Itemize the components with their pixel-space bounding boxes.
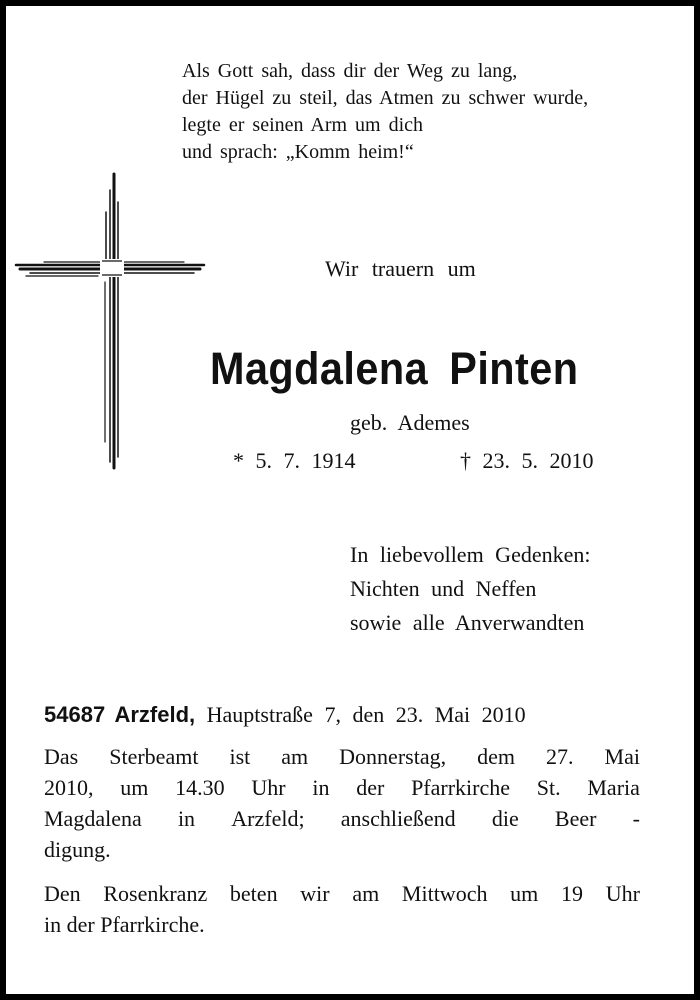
address-city: 54687 Arzfeld,: [44, 702, 196, 727]
funeral-word: dem: [477, 744, 515, 769]
funeral-word: der: [356, 775, 385, 800]
funeral-word: in: [177, 806, 196, 831]
funeral-word: Maria: [587, 775, 640, 800]
rosary-word: Rosenkranz: [103, 881, 208, 906]
cross-icon: [14, 172, 214, 477]
birth-date: * 5. 7. 1914: [233, 448, 356, 473]
poem-line: Als Gott sah, dass dir der Weg zu lang,: [182, 60, 518, 82]
rosary-word: am: [352, 881, 380, 906]
rosary-word: 19: [561, 881, 583, 906]
address-line: [44, 702, 526, 728]
memorial-line: sowie alle Anverwandten: [350, 610, 585, 635]
deceased-name: Magdalena Pinten: [210, 343, 579, 394]
rosary-word: Den: [44, 881, 81, 906]
funeral-word: in: [312, 775, 330, 800]
rosary-word: in der Pfarrkirche.: [44, 912, 205, 937]
funeral-word: Beer: [554, 806, 597, 831]
funeral-word: digung.: [44, 837, 111, 862]
funeral-word: -: [632, 806, 640, 831]
memorial-block: [350, 538, 590, 640]
funeral-word: Magdalena: [44, 806, 142, 831]
poem-line: der Hügel zu steil, das Atmen zu schwer wurde,: [182, 87, 589, 109]
funeral-word: 2010,: [44, 775, 94, 800]
funeral-word: Pfarrkirche: [411, 775, 511, 800]
funeral-line: [44, 834, 640, 865]
poem-line: legte er seinen Arm um dich: [182, 114, 424, 136]
maiden-name: geb. Ademes: [350, 410, 470, 435]
memorial-line: In liebevollem Gedenken:: [350, 542, 591, 567]
memorial-line: Nichten und Neffen: [350, 576, 537, 601]
rosary-word: um: [510, 881, 539, 906]
rosary-word: wir: [300, 881, 330, 906]
funeral-paragraph: [44, 741, 640, 865]
funeral-word: Das: [44, 744, 79, 769]
rosary-word: beten: [229, 881, 278, 906]
poem-line: und sprach: „Komm heim!“: [182, 141, 414, 163]
funeral-word: Mai: [604, 744, 640, 769]
mourning-line: Wir trauern um: [325, 256, 476, 281]
poem: [182, 58, 588, 166]
funeral-word: ist: [229, 744, 251, 769]
funeral-word: um: [120, 775, 149, 800]
funeral-word: die: [491, 806, 519, 831]
funeral-word: am: [281, 744, 309, 769]
rosary-line: [44, 878, 640, 909]
funeral-word: Donnerstag,: [339, 744, 447, 769]
funeral-line: [44, 741, 640, 772]
funeral-word: Arzfeld;: [231, 806, 305, 831]
funeral-word: 14.30: [175, 775, 225, 800]
rosary-word: Mittwoch: [401, 881, 488, 906]
rosary-word: Uhr: [605, 881, 640, 906]
rosary-paragraph: [44, 878, 640, 940]
funeral-word: St.: [536, 775, 561, 800]
address-details: Hauptstraße 7, den 23. Mai 2010: [206, 702, 526, 727]
funeral-word: Sterbeamt: [109, 744, 199, 769]
funeral-word: 27.: [546, 744, 574, 769]
death-date: † 23. 5. 2010: [460, 448, 594, 473]
funeral-line: [44, 772, 640, 803]
rosary-line: [44, 909, 640, 940]
funeral-word: anschließend: [340, 806, 456, 831]
funeral-word: Uhr: [251, 775, 286, 800]
funeral-line: [44, 803, 640, 834]
